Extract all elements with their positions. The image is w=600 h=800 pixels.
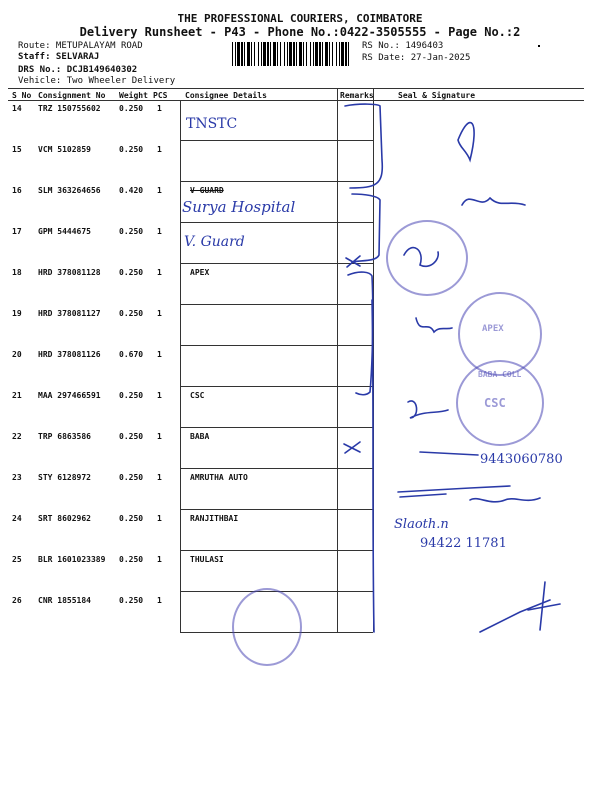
col-header-seal-signature: Seal & Signature [398, 91, 476, 100]
signature-scribble [458, 123, 474, 160]
handwritten-phone: 9443060780 [480, 452, 563, 467]
cell-sno: 23 [12, 473, 22, 482]
cell-consignment: SRT 8602962 [38, 514, 91, 523]
handwritten-consignee: V. Guard [184, 234, 245, 250]
cell-pcs: 1 [157, 350, 162, 359]
cell-sno: 19 [12, 309, 22, 318]
cell-consignment: MAA 297466591 [38, 391, 101, 400]
cell-sno: 21 [12, 391, 22, 400]
cell-pcs: 1 [157, 555, 162, 564]
company-seal-stamp [232, 588, 302, 666]
cell-weight: 0.250 [119, 104, 144, 113]
cell-pcs: 1 [157, 268, 162, 277]
route-label: Route: METUPALAYAM ROAD [18, 41, 143, 51]
cell-consignment: TRZ 150755602 [38, 104, 101, 113]
cell-weight: 0.250 [119, 596, 144, 605]
cell-consignee: BABA [190, 432, 210, 441]
cell-weight: 0.420 [119, 186, 144, 195]
cell-consignment: SLM 363264656 [38, 186, 101, 195]
remarks-bracket [372, 300, 374, 632]
cell-weight: 0.250 [119, 514, 144, 523]
signature-scribble [462, 198, 525, 205]
remarks-bracket [352, 194, 380, 262]
stamp-text: CSC [484, 396, 506, 410]
cell-pcs: 1 [157, 514, 162, 523]
rs-number: RS No.: 1496403 [362, 41, 444, 51]
company-seal-stamp [386, 220, 468, 296]
cell-pcs: 1 [157, 596, 162, 605]
remarks-bracket [345, 104, 382, 188]
cell-consignment: STY 6128972 [38, 473, 91, 482]
cell-pcs: 1 [157, 473, 162, 482]
cell-consignee: THULASI [190, 555, 224, 564]
cell-weight: 0.250 [119, 432, 144, 441]
cell-sno: 16 [12, 186, 22, 195]
signature-scribble [398, 486, 510, 497]
col-header-sno: S No [12, 91, 32, 100]
company-name: THE PROFESSIONAL COURIERS, COIMBATORE [177, 12, 423, 25]
cell-weight: 0.250 [119, 555, 144, 564]
remarks-cross [344, 442, 360, 453]
signature-scribble [416, 318, 452, 332]
cell-weight: 0.250 [119, 227, 144, 236]
cell-sno: 15 [12, 145, 22, 154]
cell-consignment: HRD 378081128 [38, 268, 101, 277]
cell-weight: 0.250 [119, 473, 144, 482]
cell-consignment: VCM 5102859 [38, 145, 91, 154]
drs-number: DRS No.: DCJB149640302 [18, 65, 138, 75]
cell-sno: 26 [12, 596, 22, 605]
cell-pcs: 1 [157, 432, 162, 441]
cell-consignment: TRP 6863586 [38, 432, 91, 441]
col-header-pcs: PCS [153, 91, 168, 100]
cell-sno: 22 [12, 432, 22, 441]
remarks-bracket [348, 272, 373, 395]
stamp-text: BABA COLL [478, 370, 522, 379]
cell-weight: 0.250 [119, 145, 144, 154]
cell-consignment: CNR 1855184 [38, 596, 91, 605]
cell-pcs: 1 [157, 309, 162, 318]
cell-consignment: GPM 5444675 [38, 227, 91, 236]
vehicle-label: Vehicle: Two Wheeler Delivery [18, 76, 176, 86]
col-header-remarks: Remarks [340, 91, 374, 100]
col-header-weight: Weight [119, 91, 148, 100]
cell-sno: 18 [12, 268, 22, 277]
rs-date: RS Date: 27-Jan-2025 [362, 53, 471, 63]
cell-consignee: CSC [190, 391, 205, 400]
col-header-consignment: Consignment No [38, 91, 106, 100]
col-header-consignee: Consignee Details [185, 91, 267, 100]
handwritten-name: Slaoth.n [394, 517, 449, 532]
cell-sno: 24 [12, 514, 22, 523]
cell-consignment: HRD 378081126 [38, 350, 101, 359]
staff-label: Staff: SELVARAJ [18, 52, 100, 62]
cell-sno: 25 [12, 555, 22, 564]
cell-pcs: 1 [157, 391, 162, 400]
cell-pcs: 1 [157, 186, 162, 195]
signature-scribble [420, 452, 478, 455]
cell-pcs: 1 [157, 145, 162, 154]
cell-weight: 0.250 [119, 309, 144, 318]
baba-seal-stamp [456, 360, 544, 446]
cell-consignee: V GUARD [190, 186, 224, 195]
signature-scribble [480, 582, 560, 632]
cell-weight: 0.670 [119, 350, 144, 359]
handwritten-consignee: Surya Hospital [182, 198, 296, 216]
handwritten-consignee: TNSTC [186, 116, 238, 132]
cell-consignment: HRD 378081127 [38, 309, 101, 318]
stamp-text: APEX [482, 324, 504, 334]
cell-sno: 20 [12, 350, 22, 359]
handwritten-phone: 94422 11781 [420, 536, 507, 551]
cell-consignee: RANJITHBAI [190, 514, 239, 523]
cell-pcs: 1 [157, 104, 162, 113]
runsheet-title: Delivery Runsheet - P43 - Phone No.:0422-3505555 - Page No.:2 [79, 25, 521, 39]
cell-pcs: 1 [157, 227, 162, 236]
signature-scribble [470, 498, 540, 502]
signature-scribble [408, 401, 448, 418]
cell-consignee: AMRUTHA AUTO [190, 473, 248, 482]
cell-sno: 17 [12, 227, 22, 236]
cell-sno: 14 [12, 104, 22, 113]
cell-weight: 0.250 [119, 268, 144, 277]
cell-consignee: APEX [190, 268, 210, 277]
cell-weight: 0.250 [119, 391, 144, 400]
cell-consignment: BLR 1601023389 [38, 555, 106, 564]
